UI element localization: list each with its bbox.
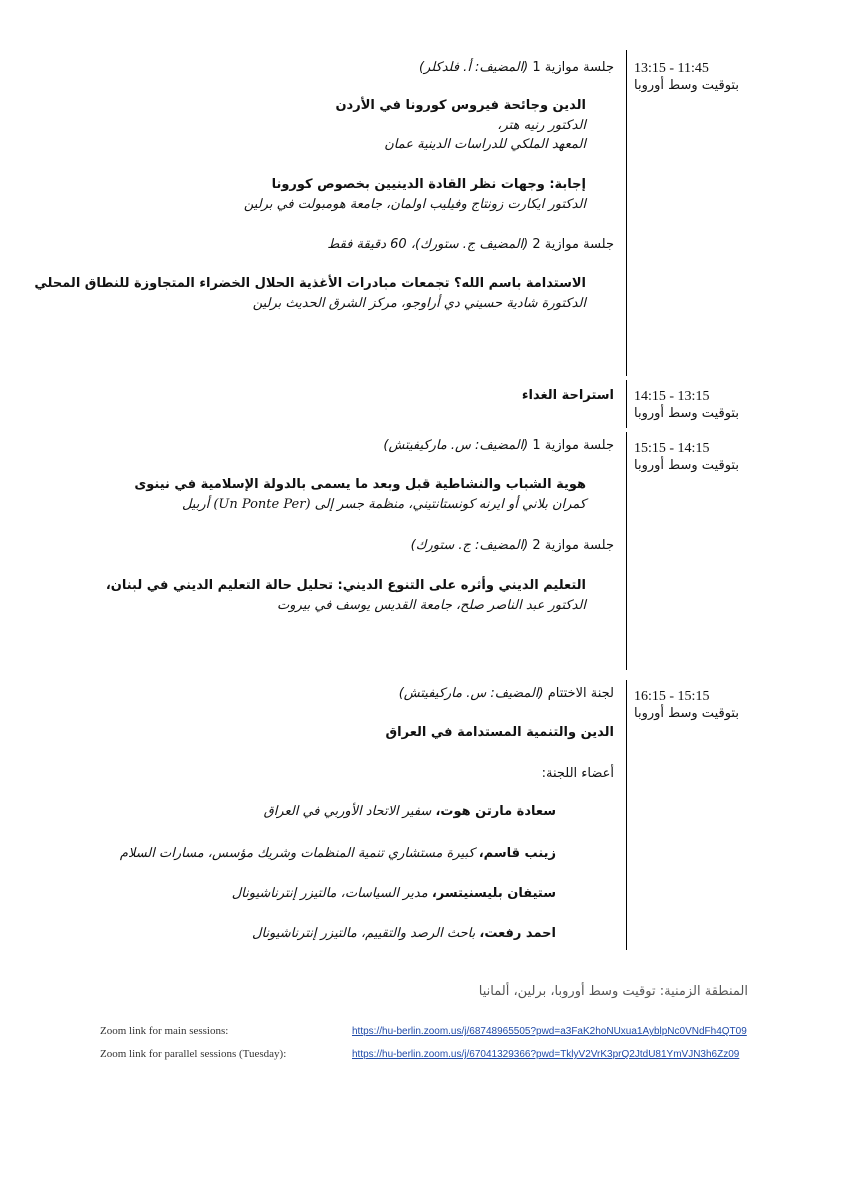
slot1-talk1-title: الدين وجائحة فيروس كورونا في الأردن: [335, 98, 586, 113]
timeline-rule-3: [626, 432, 627, 670]
slot1-session2-host: (المضيف ج. ستورك)،: [410, 237, 529, 252]
slot3-session1-host: (المضيف: س. ماركيفيتش): [383, 438, 529, 453]
slot1-talk3-title: الاستدامة باسم الله؟ تجمعات مبادرات الأغذية الحلال الخضراء المتجاوزة للنطاق المحلي: [34, 276, 586, 291]
panel-member-4-role: باحث الرصد والتقييم، مالتيزر إنترناشيونال: [252, 926, 476, 941]
slot1-time-range: 13:15 - 11:45: [634, 61, 709, 76]
slot1-talk1-affiliation: المعهد الملكي للدراسات الدينية عمان: [384, 137, 586, 152]
slot1-session2-label: جلسة موازية 2: [532, 237, 614, 252]
slot1-timezone: بتوقيت وسط أوروبا: [634, 78, 739, 93]
slot3-timezone: بتوقيت وسط أوروبا: [634, 458, 739, 473]
closing-panel-session: [399, 686, 614, 701]
slot3-session1-label: جلسة موازية 1: [532, 438, 614, 453]
panel-member-3: [232, 886, 556, 901]
timezone-note: المنطقة الزمنية: توقيت وسط أوروبا، برلين، ألمانيا: [478, 984, 748, 999]
zoom-main-label: Zoom link for main sessions:: [100, 1025, 229, 1037]
panel-member-1-name: سعادة مارتن هوت،: [435, 804, 556, 819]
slot3-time-range: 15:15 - 14:15: [634, 441, 710, 456]
closing-panel-label: لجنة الاختتام: [547, 686, 614, 701]
zoom-parallel-link[interactable]: https://hu-berlin.zoom.us/j/67041329366?pwd=TklyV2VrK3prQ2JtdU81YmVJN3h6Zz09: [352, 1049, 740, 1060]
slot3-session2-label: جلسة موازية 2: [532, 538, 614, 553]
closing-panel-title: الدين والتنمية المستدامة في العراق: [385, 725, 614, 740]
timeline-rule-4: [626, 680, 627, 950]
slot4-time-range: 16:15 - 15:15: [634, 689, 710, 704]
slot3-session2: [411, 538, 614, 553]
slot1-session1: [419, 60, 614, 75]
slot1-talk2-speaker: الدكتور ايكارت زونتاج وفيليب اولمان، جامعة هومبولت في برلين: [243, 197, 586, 212]
closing-panel-host: (المضيف: س. ماركيفيتش): [398, 686, 544, 701]
slot2-time-range: 14:15 - 13:15: [634, 389, 710, 404]
panel-members-label: أعضاء اللجنة:: [541, 766, 614, 781]
panel-member-2-name: زينب قاسم،: [478, 846, 556, 861]
slot1-session2: [327, 237, 614, 252]
slot3-talk1-title: هوية الشباب والنشاطية قبل وبعد ما يسمى بالدولة الإسلامية في نينوى: [134, 477, 586, 492]
slot2-time: [634, 388, 794, 422]
panel-member-4-name: احمد رفعت،: [479, 926, 556, 941]
slot1-session1-label: جلسة موازية 1: [532, 60, 614, 75]
slot1-talk2-title: إجابة: وجهات نظر القادة الدينيين بخصوص كورونا: [271, 177, 586, 192]
panel-member-3-name: ستيفان بليسنيتسر،: [431, 886, 556, 901]
panel-member-3-role: مدير السياسات، مالتيزر إنترناشيونال: [231, 886, 428, 901]
timeline-rule-1: [626, 50, 627, 376]
slot4-time: [634, 688, 794, 722]
panel-member-1: [264, 804, 556, 819]
zoom-main-link[interactable]: https://hu-berlin.zoom.us/j/68748965505?pwd=a3FaK2hoNUxua1AyblpNc0VNdFh4QT09: [352, 1026, 747, 1037]
slot3-talk2-speaker: الدكتور عبد الناصر صلح، جامعة القديس يوسف في بيروت: [277, 598, 586, 613]
panel-member-2: [120, 846, 556, 861]
slot3-talk1-speaker: كمران بلاني أو ايرنه كونستانتيني، منظمة جسر إلى (Un Ponte Per) أربيل: [181, 497, 586, 512]
slot3-time: [634, 440, 794, 474]
slot1-time: [634, 60, 794, 94]
slot1-talk1-speaker: الدكتور رنيه هتر،: [497, 118, 586, 133]
slot4-timezone: بتوقيت وسط أوروبا: [634, 706, 739, 721]
slot2-timezone: بتوقيت وسط أوروبا: [634, 406, 739, 421]
slot1-session2-duration: 60 دقيقة فقط: [327, 237, 407, 252]
panel-member-2-role: كبيرة مستشاري تنمية المنظمات وشريك مؤسس، مسارات السلام: [119, 846, 475, 861]
slot1-talk3-speaker: الدكتورة شادية حسيني دي أراوجو، مركز الشرق الحديث برلين: [252, 296, 586, 311]
slot1-session1-host: (المضيف: أ. فلدكلر): [418, 60, 529, 75]
panel-member-1-role: سفير الاتحاد الأوربي في العراق: [263, 804, 432, 819]
lunch-break-title: استراحة الغداء: [521, 388, 614, 403]
slot3-talk2-title: التعليم الديني وأثره على التنوع الديني: تحليل حالة التعليم الديني في لبنان،: [105, 578, 586, 593]
slot3-session2-host: (المضيف: ج. ستورك): [410, 538, 529, 553]
timeline-rule-2: [626, 380, 627, 428]
zoom-parallel-label: Zoom link for parallel sessions (Tuesday):: [100, 1048, 287, 1060]
panel-member-4: [252, 926, 556, 941]
slot3-session1: [383, 438, 614, 453]
